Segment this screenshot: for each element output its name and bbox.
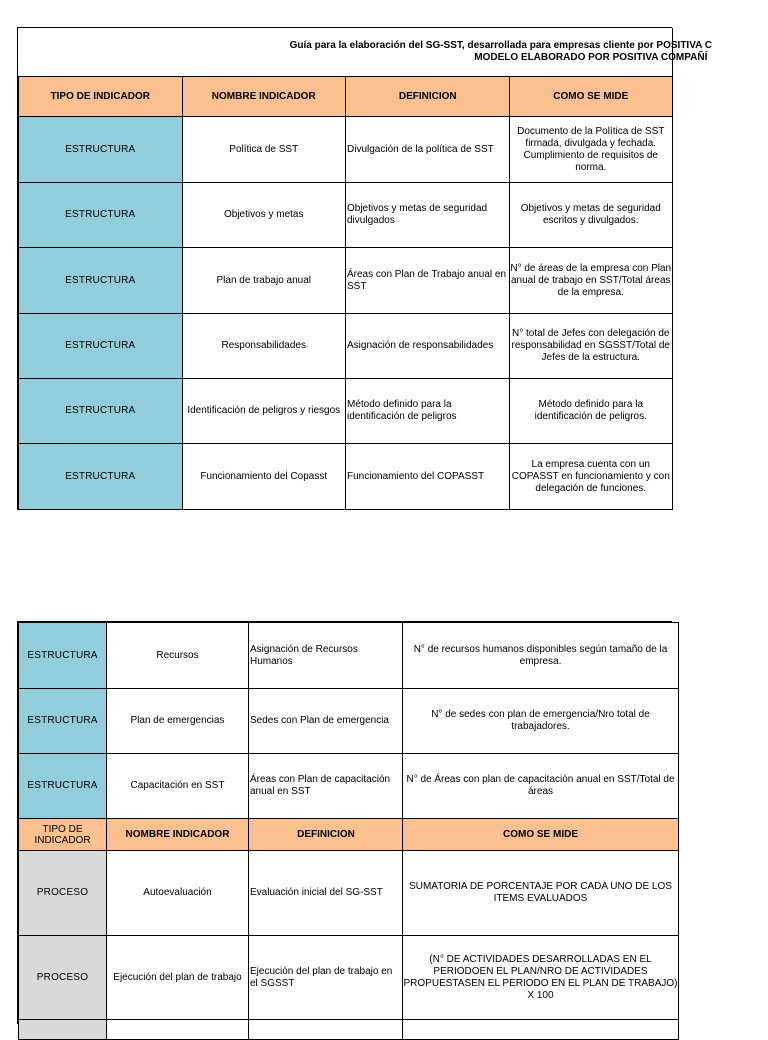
indicator-definition: Sedes con Plan de emergencia [249,689,403,754]
header-row-2 [19,819,679,851]
header-tipo: TIPO DE INDICADOR [19,77,183,117]
table-2-body [19,623,679,819]
indicator-definition: Método definido para la identificación de peligros [346,379,510,444]
indicator-measure: N° de sedes con plan de emergencia/Nro total de trabajadores. [403,689,679,754]
title-line-1: Guía para la elaboración del SG-SST, desarrollada para empresas cliente por POSITIVA C [289,40,712,51]
indicator-type: ESTRUCTURA [19,444,183,510]
indicator-name: Autoevaluación [107,851,249,936]
table-row [19,379,673,444]
indicator-name: Recursos [107,623,249,689]
header-como: COMO SE MIDE [509,77,673,117]
table-row [19,936,679,1020]
table-row [19,623,679,689]
table-row [19,754,679,819]
indicator-type: PROCESO [19,936,107,1020]
table-row [19,851,679,936]
indicator-definition: Áreas con Plan de Trabajo anual en SST [346,248,510,314]
table-row [19,183,673,248]
header-row [19,77,673,117]
indicator-type: ESTRUCTURA [19,754,107,819]
indicator-name: Capacitación en SST [107,754,249,819]
indicator-measure: Objetivos y metas de seguridad escritos y divulgados. [509,183,673,248]
table-row [19,444,673,510]
header2-definicion: DEFINICION [249,819,403,851]
indicator-definition: Asignación de responsabilidades [346,314,510,379]
table-row [19,314,673,379]
indicator-name: Plan de trabajo anual [182,248,346,314]
header2-como: COMO SE MIDE [403,819,679,851]
indicator-measure: N° de áreas de la empresa con Plan anual de trabajo en SST/Total áreas de la empresa. [509,248,673,314]
document-title-row [19,28,673,77]
table-row [19,117,673,183]
document-title [19,28,712,77]
indicator-name: Objetivos y metas [182,183,346,248]
indicator-table-2 [18,622,679,1040]
indicator-table-1 [18,28,712,510]
indicator-type: ESTRUCTURA [19,379,183,444]
page-two [17,621,678,1024]
indicator-definition: Objetivos y metas de seguridad divulgados [346,183,510,248]
indicator-type: ESTRUCTURA [19,689,107,754]
header-nombre: NOMBRE INDICADOR [182,77,346,117]
indicator-type: PROCESO [19,851,107,936]
indicator-measure: Método definido para la identificación de peligros. [509,379,673,444]
header2-nombre: NOMBRE INDICADOR [107,819,249,851]
indicator-type: ESTRUCTURA [19,117,183,183]
table-row-cutoff [19,1020,679,1040]
indicator-type: ESTRUCTURA [19,183,183,248]
indicator-type: ESTRUCTURA [19,248,183,314]
indicator-definition: Funcionamiento del COPASST [346,444,510,510]
table-1-body [19,117,673,510]
indicator-name: Plan de emergencias [107,689,249,754]
indicator-definition: Asignación de Recursos Humanos [249,623,403,689]
indicator-name: Responsabilidades [182,314,346,379]
table-row [19,689,679,754]
table-3-body [19,851,679,1020]
indicator-type: ESTRUCTURA [19,314,183,379]
indicator-measure: N° de recursos humanos disponibles según tamaño de la empresa. [403,623,679,689]
indicator-definition: Evaluación inicial del SG-SST [249,851,403,936]
indicator-definition: Divulgación de la política de SST [346,117,510,183]
indicator-measure: La empresa cuenta con un COPASST en funcionamiento y con delegación de funciones. [509,444,673,510]
indicator-measure: Documento de la Política de SST firmada, divulgada y fechada. Cumplimiento de requisitos de norma. [509,117,673,183]
indicator-measure: N° total de Jefes con delegación de responsabilidad en SGSST/Total de Jefes de la estructura. [509,314,673,379]
indicator-type: ESTRUCTURA [19,623,107,689]
indicator-measure: (N° DE ACTIVIDADES DESARROLLADAS EN EL PERIODOEN EL PLAN/NRO DE ACTIVIDADES PROPUESTASEN EL PERIODO EN EL PLAN DE TRABAJO) X 100 [403,936,679,1020]
indicator-measure: SUMATORIA DE PORCENTAJE POR CADA UNO DE LOS ITEMS EVALUADOS [403,851,679,936]
indicator-measure: N° de Áreas con plan de capacitación anual en SST/Total de áreas [403,754,679,819]
indicator-name: Funcionamiento del Copasst [182,444,346,510]
indicator-name: Política de SST [182,117,346,183]
indicator-name: Identificación de peligros y riesgos [182,379,346,444]
header2-tipo: TIPO DE INDICADOR [19,819,107,851]
indicator-definition: Áreas con Plan de capacitación anual en SST [249,754,403,819]
indicator-definition: Ejecución del plan de trabajo en el SGSST [249,936,403,1020]
page-one [17,27,712,510]
header-definicion: DEFINICION [346,77,510,117]
indicator-name: Ejecución del plan de trabajo [107,936,249,1020]
title-line-2: MODELO ELABORADO POR POSITIVA COMPAÑÍ [474,52,708,63]
table-row [19,248,673,314]
